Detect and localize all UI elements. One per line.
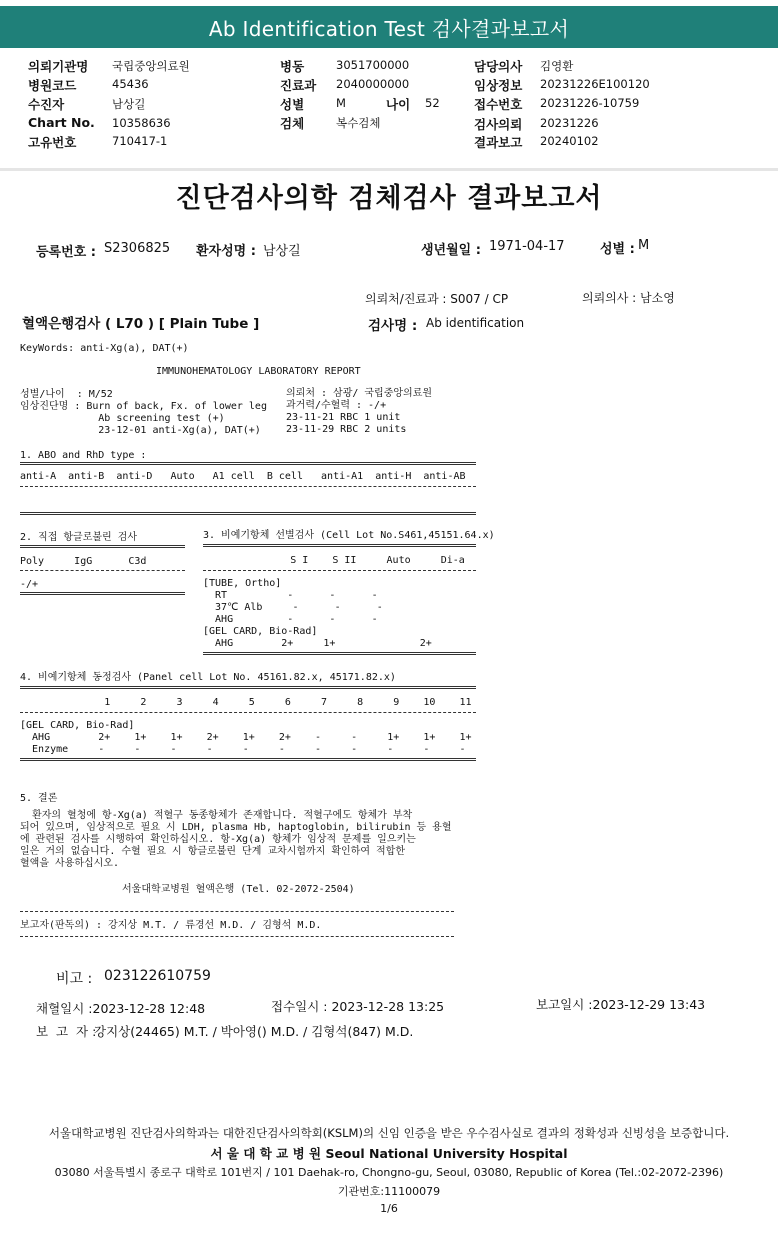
sec2-row: -/+	[20, 579, 39, 590]
header-label: 나이	[386, 97, 411, 112]
info-left: 성별/나이 : M/52 임상진단명 : Burn of back, Fx. of lower leg Ab screening test (+) 23-12-01 anti-Xg(a), DAT(+)	[20, 389, 267, 436]
header-value: 52	[425, 96, 440, 110]
sex-value: M	[638, 238, 650, 253]
header-label: 임상정보	[474, 78, 523, 93]
divider	[203, 570, 476, 571]
reporter-label: 보 고 자 :	[36, 1024, 97, 1039]
sec1-title: 1. ABO and RhD type :	[20, 450, 147, 461]
sec4-header: 1 2 3 4 5 6 7 8 9 10 11	[20, 697, 472, 708]
divider	[20, 592, 185, 595]
header-label: 담당의사	[474, 59, 523, 74]
header-value: 20231226	[540, 116, 599, 130]
divider	[20, 512, 476, 515]
sex-label: 성별 :	[600, 242, 635, 257]
exam-name-label: 검사명 :	[368, 318, 418, 334]
header-label: 진료과	[280, 78, 317, 93]
report-banner	[0, 6, 778, 48]
header-label: Chart No.	[28, 115, 95, 130]
divider	[203, 652, 476, 655]
hospital-name: 서 울 대 학 교 병 원 Seoul National University Hospital	[210, 1146, 568, 1161]
header-value: 복수검체	[336, 116, 381, 130]
exam-name-value: Ab identification	[426, 316, 525, 330]
sec3-header: S I S II Auto Di-a	[230, 555, 465, 566]
reporters-line: 보고자(판독의) : 강지상 M.T. / 류경선 M.D. / 김형석 M.D.	[20, 920, 322, 931]
divider	[20, 486, 476, 487]
info-right: 의뢰처 : 삼광/ 국립중앙의료원 과거력/수혈력 : -/+ 23-11-21 RBC 1 unit 23-11-29 RBC 2 units	[286, 388, 433, 435]
exam-group: 혈액은행검사 ( L70 ) [ Plain Tube ]	[22, 316, 260, 332]
header-value: 김영환	[540, 59, 574, 73]
receipt-time: 접수일시 : 2023-12-28 13:25	[271, 999, 445, 1014]
header-value: 국립중앙의료원	[112, 59, 190, 73]
reporter-value: 강지상(24465) M.T. / 박아영() M.D. / 김형석(847) M.D.	[94, 1024, 414, 1039]
report-title: 진단검사의학 검체검사 결과보고서	[175, 183, 603, 214]
header-value: 20231226-10759	[540, 96, 640, 110]
header-value: 20231226E100120	[540, 77, 650, 91]
divider	[20, 462, 476, 465]
sec5-title: 5. 결론	[20, 793, 58, 804]
header-label: 병원코드	[28, 78, 77, 93]
header-value: 20240102	[540, 134, 599, 148]
header-label: 수진자	[28, 97, 65, 112]
header-label: 고유번호	[28, 135, 77, 150]
divider	[20, 911, 454, 912]
header-label: 성별	[280, 97, 305, 112]
sec1-header: anti-A anti-B anti-D Auto A1 cell B cell anti-A1 anti-H anti-AB	[20, 471, 466, 482]
header-label: 접수번호	[474, 97, 523, 112]
address: 03080 서울특별시 종로구 대학로 101번지 / 101 Daehak-ro, Chongno-gu, Seoul, 03080, Republic of Korea (Tel.:02-2072-2396)	[54, 1166, 724, 1179]
blood-bank: 서울대학교병원 혈액은행 (Tel. 02-2072-2504)	[122, 884, 355, 895]
collect-time: 채혈일시 :2023-12-28 12:48	[36, 1001, 206, 1016]
sec4-title: 4. 비예기항체 동정검사 (Panel cell Lot No. 45161.82.x, 45171.82.x)	[20, 672, 396, 683]
header-value: 2040000000	[336, 77, 410, 91]
doctor-text: 의뢰의사 : 남소영	[582, 291, 675, 305]
lab-title: IMMUNOHEMATOLOGY LABORATORY REPORT	[156, 366, 361, 377]
dob-label: 생년월일 :	[421, 243, 481, 258]
header-label: 병동	[280, 59, 305, 74]
header-label: 검사의뢰	[474, 117, 523, 132]
divider	[203, 544, 476, 547]
header-value: 10358636	[112, 116, 171, 130]
header-value: 45436	[112, 77, 149, 91]
header-value: M	[336, 96, 346, 110]
patient-value: 남상길	[263, 244, 301, 259]
reg-label: 등록번호 :	[36, 245, 96, 260]
banner-title: Ab Identification Test 검사결과보고서	[208, 16, 570, 41]
divider	[20, 686, 476, 689]
sec3-body: [TUBE, Ortho] RT - - - 37℃ Alb - - - AHG - - - [GEL CARD, Bio-Rad] AHG 2+ 1+ 2+	[203, 578, 432, 649]
divider	[20, 712, 476, 713]
conclusion: 환자의 혈청에 항-Xg(a) 적혈구 동종항체가 존재합니다. 적혈구에도 항체가 부착 되어 있으며, 임상적으로 필요 시 LDH, plasma Hb, haptoglobin, bilirubin 등 용혈 에 관련된 검사를 시행하여 확인하십시오. 항-Xg(a) 항체가 임상적 문제를 일으키는 일은 거의 없습니다. 수혈 필요 시 항글로불린 단계 교차시험까지 확인하여 적합한 혈액을 사용하십시오.	[20, 810, 452, 869]
sec2-header: Poly IgG C3d	[20, 556, 147, 567]
cert-text: 서울대학교병원 진단검사의학과는 대한진단검사의학회(KSLM)의 신임 인증을 받은 우수검사실로 결과의 정확성과 신빙성을 보증합니다.	[48, 1126, 730, 1140]
sec3-title: 3. 비예기항체 선별검사 (Cell Lot No.S461,45151.64.x)	[203, 530, 495, 541]
dept-text: 의뢰처/진료과 : S007 / CP	[365, 292, 509, 306]
reg-value: S2306825	[104, 241, 171, 256]
divider	[20, 570, 185, 571]
report-time: 보고일시 :2023-12-29 13:43	[536, 997, 706, 1012]
sec2-title: 2. 직접 항글로불린 검사	[20, 532, 138, 543]
header-value: 남상길	[112, 97, 146, 111]
sec4-body: [GEL CARD, Bio-Rad] AHG 2+ 1+ 1+ 2+ 1+ 2+ - - 1+ 1+ 1+ Enzyme - - - - - - - - - - -	[20, 720, 472, 755]
note-value: 023122610759	[104, 968, 211, 984]
divider	[20, 545, 185, 548]
dob-value: 1971-04-17	[489, 239, 565, 254]
header-value: 3051700000	[336, 58, 410, 72]
divider	[20, 758, 476, 761]
header-label: 결과보고	[474, 135, 523, 150]
header-label: 의뢰기관명	[28, 59, 89, 74]
header-label: 검체	[280, 116, 305, 131]
patient-label: 환자성명 :	[196, 244, 256, 259]
header-value: 710417-1	[112, 134, 168, 148]
note-label: 비고 :	[56, 971, 93, 987]
keywords: KeyWords: anti-Xg(a), DAT(+)	[20, 343, 189, 354]
org-code: 기관번호:11100079	[337, 1185, 441, 1198]
divider	[20, 936, 454, 937]
page-number: 1/6	[380, 1202, 398, 1215]
